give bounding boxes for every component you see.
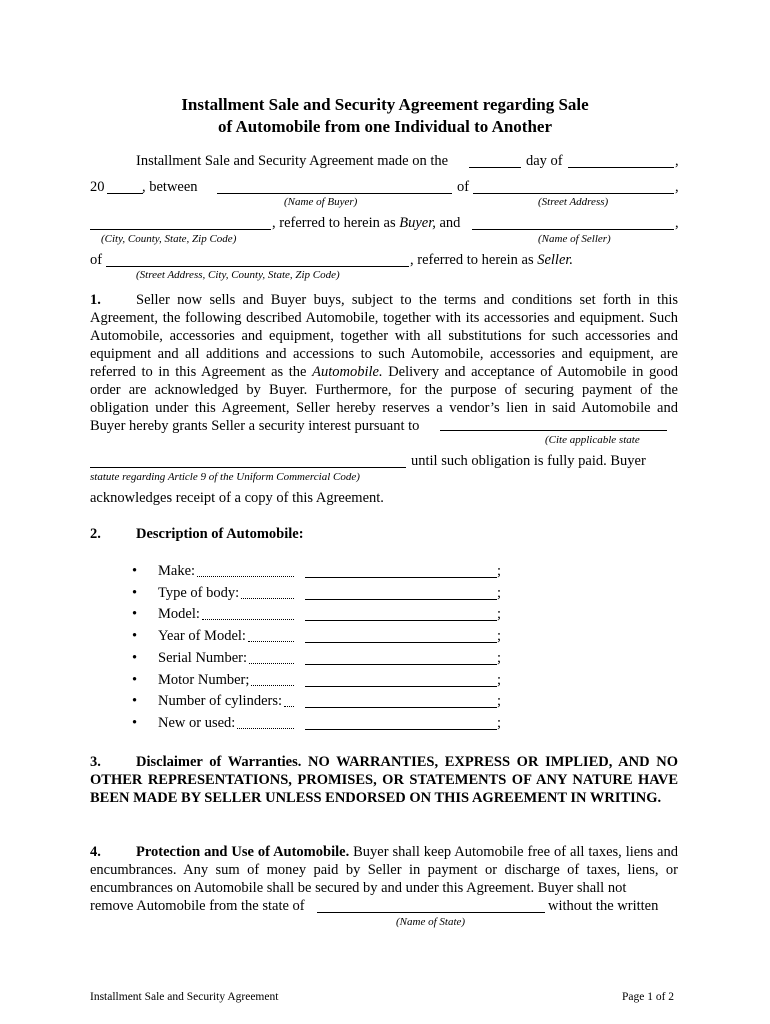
description-item (132, 714, 235, 732)
city-county-caption: (City, County, State, Zip Code) (101, 233, 237, 245)
description-item-label: Motor Number; (158, 671, 250, 688)
description-item (132, 692, 282, 710)
footer-title: Installment Sale and Security Agreement (90, 991, 279, 1003)
buyer-city-blank[interactable] (90, 229, 271, 230)
day-of-label: day of (526, 153, 563, 169)
street-address-caption: (Street Address) (538, 196, 609, 208)
bullet-icon: • (132, 563, 138, 579)
semicolon: ; (497, 715, 502, 731)
bullet-icon: • (132, 584, 138, 601)
description-value-blank[interactable] (305, 729, 497, 730)
seller-address-blank[interactable] (106, 266, 409, 267)
description-value-blank[interactable] (305, 686, 497, 687)
section-2-heading: Description of Automobile: (136, 526, 304, 542)
bullet-icon: • (132, 671, 138, 688)
dotted-leader (241, 598, 294, 599)
bullet-icon: • (132, 606, 138, 623)
bullet-icon: • (132, 628, 138, 645)
section-4-number: 4. (90, 844, 101, 860)
name-of-seller-caption: (Name of Seller) (538, 233, 611, 245)
description-value-blank[interactable] (305, 620, 497, 621)
written-text: without the written (548, 898, 659, 914)
semicolon: ; (497, 628, 502, 644)
of-label-2: of (90, 252, 103, 268)
description-item (132, 627, 246, 645)
description-item-label: Number of cylinders: (158, 693, 283, 710)
semicolon: ; (497, 693, 502, 709)
month-blank[interactable] (568, 167, 674, 168)
year-prefix: 20 (90, 179, 105, 195)
section-3-body: 3. Disclaimer of Warranties. NO WARRANTIES, EXPRESS OR IMPLIED, AND NO OTHER REPRESENTATIONS, PROMISES, OR STATEMENTS OF ANY NATURE HAVE BEEN MADE BY SELLER UNLESS ENDORSED ON THIS AGREEMENT IN WRITING. (90, 754, 678, 806)
bullet-icon: • (132, 649, 138, 666)
comma-3: , (675, 215, 679, 231)
title-line-1: Installment Sale and Security Agreement regarding Sale (181, 95, 589, 114)
year-blank[interactable] (107, 193, 143, 194)
between-label: , between (142, 179, 198, 195)
bullet-icon: • (132, 714, 138, 731)
referred-seller: , referred to herein as Seller. (410, 252, 574, 268)
semicolon: ; (497, 585, 502, 601)
section-1-number: 1. (90, 292, 101, 308)
description-item-label: Type of body: (158, 584, 240, 601)
statute-blank[interactable] (440, 430, 667, 431)
of-label: of (457, 179, 470, 195)
buyer-street-blank[interactable] (473, 193, 674, 194)
semicolon: ; (497, 672, 502, 688)
cite-caption: (Cite applicable state (545, 434, 640, 446)
description-item (132, 584, 239, 602)
description-value-blank[interactable] (305, 577, 497, 578)
title-line-2: of Automobile from one Individual to Another (217, 117, 553, 136)
date-blank[interactable] (469, 167, 521, 168)
description-item (132, 562, 195, 580)
comma-2: , (675, 179, 679, 195)
buyer-name-blank[interactable] (217, 193, 452, 194)
description-item (132, 649, 247, 667)
description-item (132, 605, 200, 623)
dotted-leader (249, 663, 294, 664)
semicolon: ; (497, 650, 502, 666)
description-item-label: Year of Model: (158, 628, 246, 645)
name-of-buyer-caption: (Name of Buyer) (284, 196, 358, 208)
description-item-label: Make: (158, 563, 196, 579)
page-number: Page 1 of 2 (622, 991, 675, 1003)
street-city-caption: (Street Address, City, County, State, Zip Code) (136, 269, 340, 281)
dotted-leader (202, 619, 294, 620)
description-value-blank[interactable] (305, 599, 497, 600)
referred-buyer: , referred to herein as Buyer, and (272, 215, 461, 231)
intro-text: Installment Sale and Security Agreement made on the (136, 153, 449, 169)
name-of-state-caption: (Name of State) (396, 916, 466, 928)
section-1-body: 1. Seller now sells and Buyer buys, subject to the terms and conditions set forth in this Agreement, the following described Automobile, together with its accessories and equipment. Such Automobile, accessories and equipment, together with all substitutions for such accessories and equipment and all additions and accessions to such Automobile, accessories and equipment, are referred to in this Agreement as the Automobile. Delivery and acceptance of Automobile in good order are acknowledged by Buyer. Furthermore, for the purpose of securing payment of the obligation under this Agreement, Seller hereby reserves a vendor’s lien in said Automobile and Buyer hereby grants Seller a security interest pursuant to (90, 292, 678, 434)
semicolon: ; (497, 563, 502, 579)
description-item (132, 671, 249, 689)
dotted-leader (248, 641, 294, 642)
section-4-body: 4. Protection and Use of Automobile. Buyer shall keep Automobile free of all taxes, liens and encumbrances. Any sum of money paid by Seller in payment or discharge of taxes, liens, or encumbrances on Automobile shall be secured by and under this Agreement. Buyer shall not (90, 844, 678, 896)
statute-caption: statute regarding Article 9 of the Uniform Commercial Code) (90, 471, 360, 483)
dotted-leader (251, 685, 294, 686)
description-item-label: Serial Number: (158, 649, 247, 666)
description-item-label: Model: (158, 606, 200, 623)
dotted-leader (197, 576, 294, 577)
description-value-blank[interactable] (305, 707, 497, 708)
semicolon: ; (497, 606, 502, 622)
bullet-icon: • (132, 693, 138, 710)
description-value-blank[interactable] (305, 664, 497, 665)
dotted-leader (237, 728, 294, 729)
description-item-label: New or used: (158, 714, 236, 731)
remove-text: remove Automobile from the state of (90, 898, 305, 914)
statute-blank-2[interactable] (90, 467, 406, 468)
section-3-number: 3. (90, 754, 101, 770)
seller-name-blank[interactable] (472, 229, 674, 230)
acknowledges-text: acknowledges receipt of a copy of this Agreement. (90, 490, 384, 506)
dotted-leader (284, 706, 294, 707)
section-2-number: 2. (90, 526, 101, 542)
until-text: until such obligation is fully paid. Buyer (411, 453, 646, 469)
description-value-blank[interactable] (305, 642, 497, 643)
state-blank[interactable] (317, 912, 545, 913)
comma: , (675, 153, 679, 169)
